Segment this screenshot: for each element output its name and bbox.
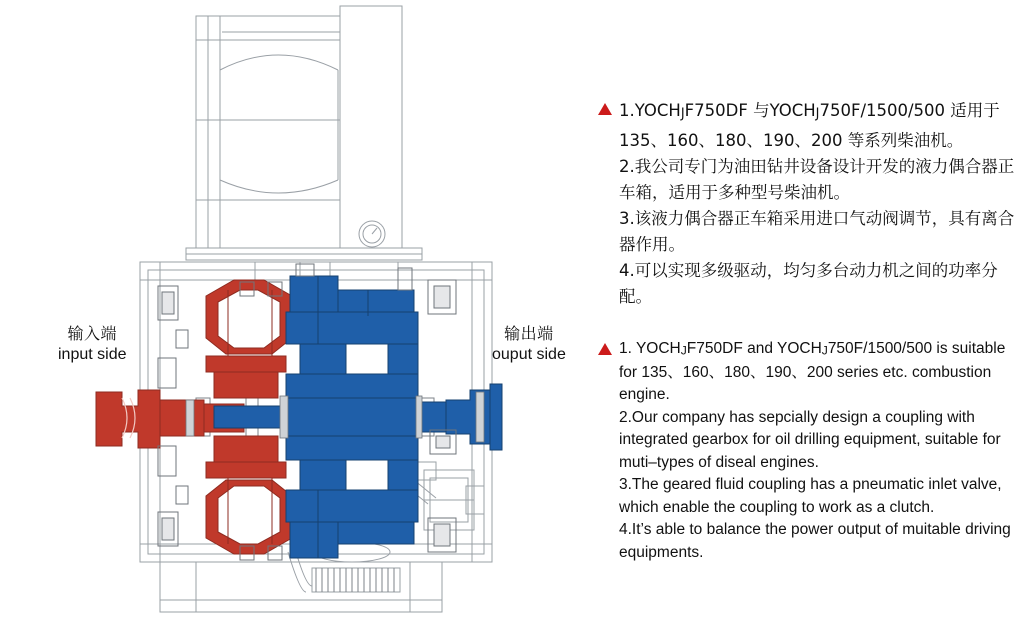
triangle-bullet-icon <box>598 343 612 355</box>
english-paragraphs <box>619 338 1022 564</box>
english-description-block <box>598 338 1022 564</box>
english-line-4: 4.It’s able to balance the power output of muitable driving equipments. <box>619 521 1011 561</box>
input-side-label <box>58 325 127 365</box>
input-side-label-cn: 输入端 <box>67 326 117 343</box>
triangle-bullet-icon <box>598 103 612 115</box>
chinese-line-1: 1.YOCHJF750DF 与YOCHJ750F/1500/500 适用于135、160、180、190、200 等系列柴油机。 <box>619 101 1000 150</box>
input-side-label-en: input side <box>58 346 127 363</box>
chinese-description-block <box>598 98 1018 310</box>
chinese-paragraphs <box>619 98 1018 310</box>
english-line-1: 1. YOCHJF750DF and YOCHJ750F/1500/500 is suitable for 135、160、180、190、200 series etc. combustion engine. <box>619 340 1006 404</box>
output-side-label <box>492 325 566 365</box>
chinese-line-4: 4.可以实现多级驱动，均匀多台动力机之间的功率分配。 <box>619 260 998 306</box>
english-line-3: 3.The geared fluid coupling has a pneumatic inlet valve, which enable the coupling to work as a clutch. <box>619 476 1002 516</box>
english-line-2: 2.Our company has sepcially design a coupling with integrated gearbox for oil drilling equipment, suitable for muti–types of diseal engines. <box>619 408 1001 471</box>
chinese-line-3: 3.该液力偶合器正车箱采用进口气动阀调节，具有离合器作用。 <box>619 208 1015 254</box>
output-side-label-cn: 输出端 <box>504 326 554 343</box>
chinese-line-2: 2.我公司专门为油田钻井设备设计开发的液力偶合器正车箱，适用于多种型号柴油机。 <box>619 156 1015 202</box>
output-side-label-en: ouput side <box>492 346 566 363</box>
description-panel <box>596 0 1024 624</box>
